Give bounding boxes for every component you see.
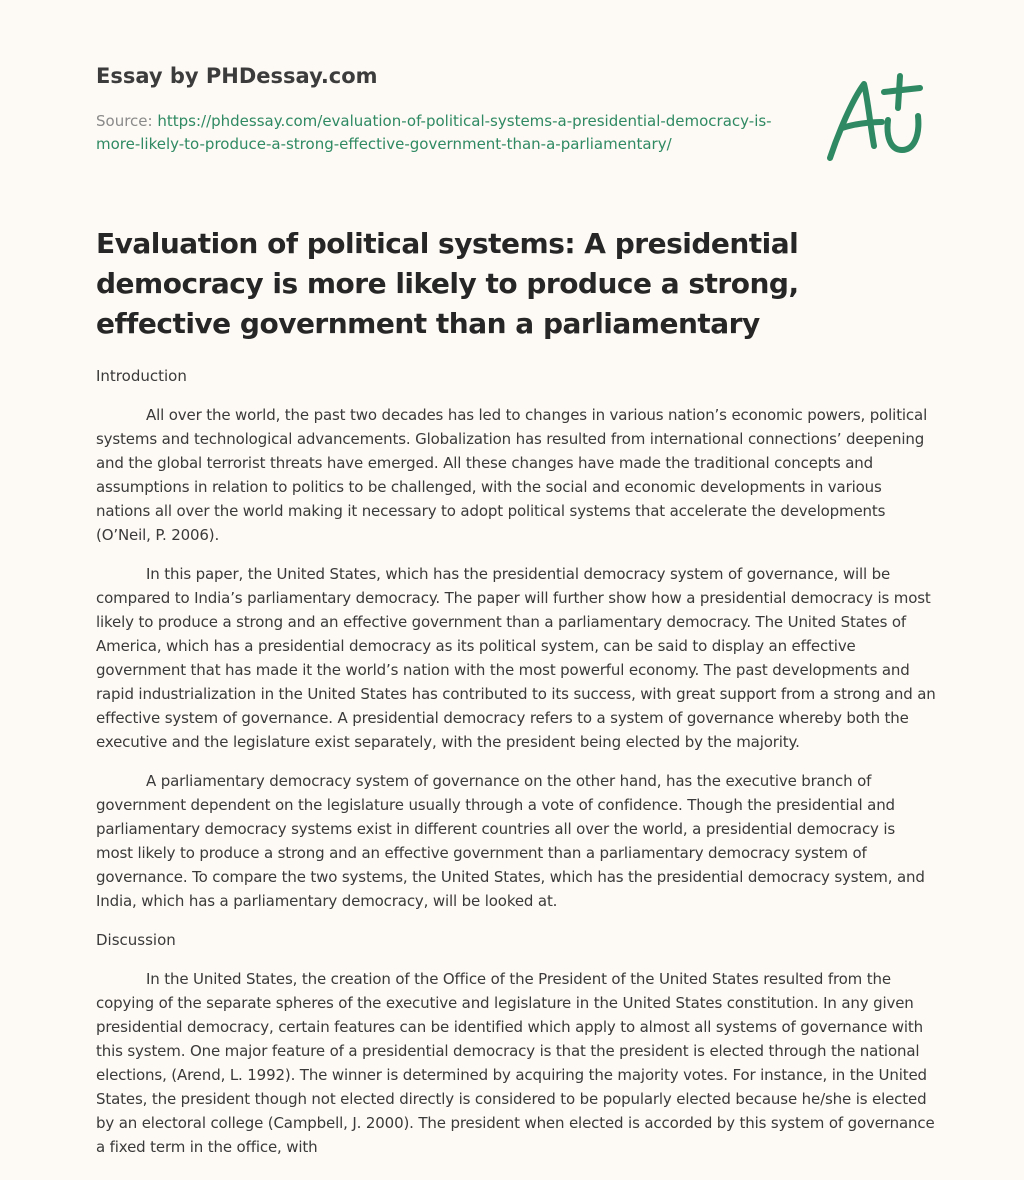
intro-heading: Introduction xyxy=(96,367,187,385)
intro-paragraph-3: A parliamentary democracy system of governance on the other hand, has the executive branch of government dependent on the legislature usually through a vote of confidence. Though the presidential and parliamentary democracy systems exist in different countries all over the world, a presidential democracy is most likely to produce a strong and an effective government than a parliamentary democracy system of governance. To compare the two systems, the United States, which has the presidential democracy system, and India, which has a parliamentary democracy, will be looked at. xyxy=(96,772,925,910)
a-plus-logo-graphic xyxy=(818,64,934,166)
essay-title: Evaluation of political systems: A presidential democracy is more likely to produce a strong, effective government than a parliamentary xyxy=(96,227,799,340)
discussion-paragraph-1: In the United States, the creation of the Office of the President of the United States resulted from the copying of the separate spheres of the executive and legislature in the United States constitution. In any given presidential democracy, certain features can be identified which apply to almost all systems of governance with this system. One major feature of a presidential democracy is that the president is elected through the national elections, (Arend, L. 1992). The winner is determined by acquiring the majority votes. For instance, in the United States, the president though not elected directly is considered to be popularly elected because he/she is elected by an electoral college (Campbell, J. 2000). The president when elected is accorded by this system of governance a fixed term in the office, with xyxy=(96,970,935,1156)
source-link[interactable]: https://phdessay.com/evaluation-of-political-systems-a-presidential-democracy-is-more-likely-to-produce-a-strong-effective-government-than-a-parliamentary/ xyxy=(96,112,772,153)
intro-paragraph-1: All over the world, the past two decades has led to changes in various nation’s economic powers, political systems and technological advancements. Globalization has resulted from international connections’ deepening and the global terrorist threats have emerged. All these changes have made the traditional concepts and assumptions in relation to politics to be challenged, with the social and economic developments in various nations all over the world making it necessary to adopt political systems that accelerate the developments (O’Neil, P. 2006). xyxy=(96,406,928,544)
intro-paragraph-2: In this paper, the United States, which has the presidential democracy system of governance, will be compared to India’s parliamentary democracy. The paper will further show how a presidential democracy is most likely to produce a strong and an effective government than a parliamentary democracy. The United States of America, which has a presidential democracy as its political system, can be said to display an effective government that has made it the world’s nation with the most powerful economy. The past developments and rapid industrialization in the United States has contributed to its success, with great support from a strong and an effective system of governance. A presidential democracy refers to a system of governance whereby both the executive and the legislature exist separately, with the president being elected by the majority. xyxy=(96,565,936,751)
a-plus-logo-icon xyxy=(818,64,934,166)
discussion-heading: Discussion xyxy=(96,931,176,949)
source-line xyxy=(96,110,776,156)
essay-body xyxy=(96,364,936,1174)
source-label: Source: xyxy=(96,112,153,130)
site-title: Essay by PHDessay.com xyxy=(96,64,378,88)
